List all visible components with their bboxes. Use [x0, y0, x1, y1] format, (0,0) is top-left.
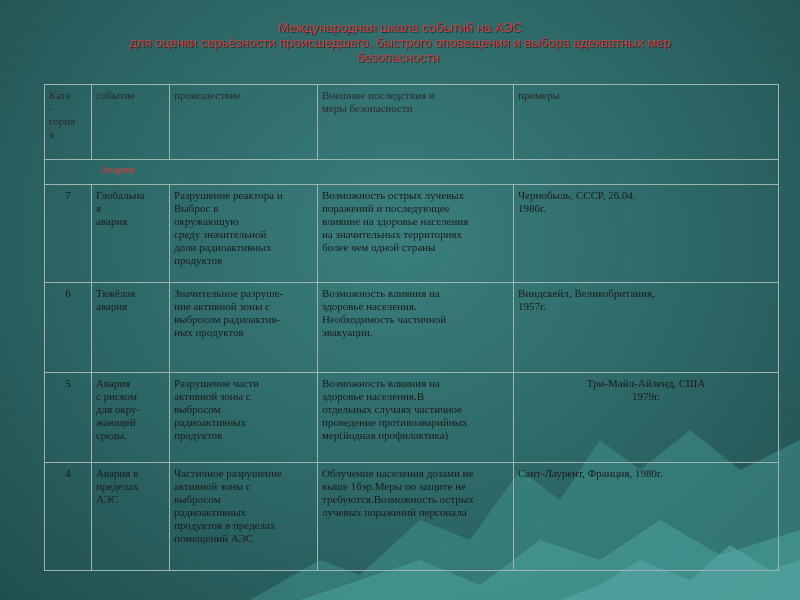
table-row — [45, 463, 779, 571]
row-consequences: Возможность влияния на здоровье населения.В отдельных случаях частичное проведение противоаварийных мер(йодная профилактика) — [318, 373, 514, 463]
title-line-1: Международная шкала событий на АЭС — [277, 20, 523, 35]
row-consequences: Возможность острых лучевых поражений и последующее влияние на здоровье населения на значительных территориях более чем одной страны — [318, 185, 514, 283]
category-label: Авария — [45, 160, 779, 185]
row-category: 6 — [45, 283, 92, 373]
row-category: 5 — [45, 373, 92, 463]
slide-title — [40, 20, 760, 65]
header-incident: происшествие — [170, 85, 318, 160]
row-consequences: Облучение населения дозами не выше 1бэр.Меры по защите не требуются.Возможность острых лучевых поражений персонала — [318, 463, 514, 571]
row-category: 7 — [45, 185, 92, 283]
table-header-row — [45, 85, 779, 160]
header-consequences: Внешние последствия и меры безопасности — [318, 85, 514, 160]
title-line-2: для оценки серьёзности происшедшего, быстрого оповещения и выбора адекватных мер — [129, 35, 671, 50]
ines-scale-table — [44, 84, 779, 571]
title-line-3: безопасности. — [357, 50, 443, 65]
row-event: Авария в пределах АЭС — [92, 463, 170, 571]
table-row — [45, 283, 779, 373]
category-row — [45, 160, 779, 185]
row-incident: Разрушение части активной зоны с выбросом радиоактивных продуктов — [170, 373, 318, 463]
table-row — [45, 185, 779, 283]
row-event: Тяжёлая авария — [92, 283, 170, 373]
table-row — [45, 373, 779, 463]
row-examples: Сант-Лаурент, Франция, 1980г. — [514, 463, 779, 571]
row-category: 4 — [45, 463, 92, 571]
row-event: Глобальна я авария — [92, 185, 170, 283]
header-event: событие — [92, 85, 170, 160]
row-incident: Разрушение реактора и Выброс в окружающую среду значительной доли радиоактивных продуктов — [170, 185, 318, 283]
header-examples: примеры — [514, 85, 779, 160]
row-consequences: Возможность влияния на здоровье населения. Необходимость частичной эвакуации. — [318, 283, 514, 373]
row-incident: Значительное разруше- ние активной зоны с выбросом радиоактив- ных продуктов — [170, 283, 318, 373]
header-category: Кате - гория я — [45, 85, 92, 160]
row-examples: Чернобыль, СССР, 26.04. 1986г. — [514, 185, 779, 283]
row-incident: Частичное разрушение активной зоны с выбросом радиоактивных продуктов в пределах помещений АЭС — [170, 463, 318, 571]
row-event: Авария с риском для окру- жающей среды. — [92, 373, 170, 463]
row-examples: Виндскейл, Великобритания, 1957г. — [514, 283, 779, 373]
row-examples: Три-Майл-Айленд, США 1979г. — [514, 373, 779, 463]
